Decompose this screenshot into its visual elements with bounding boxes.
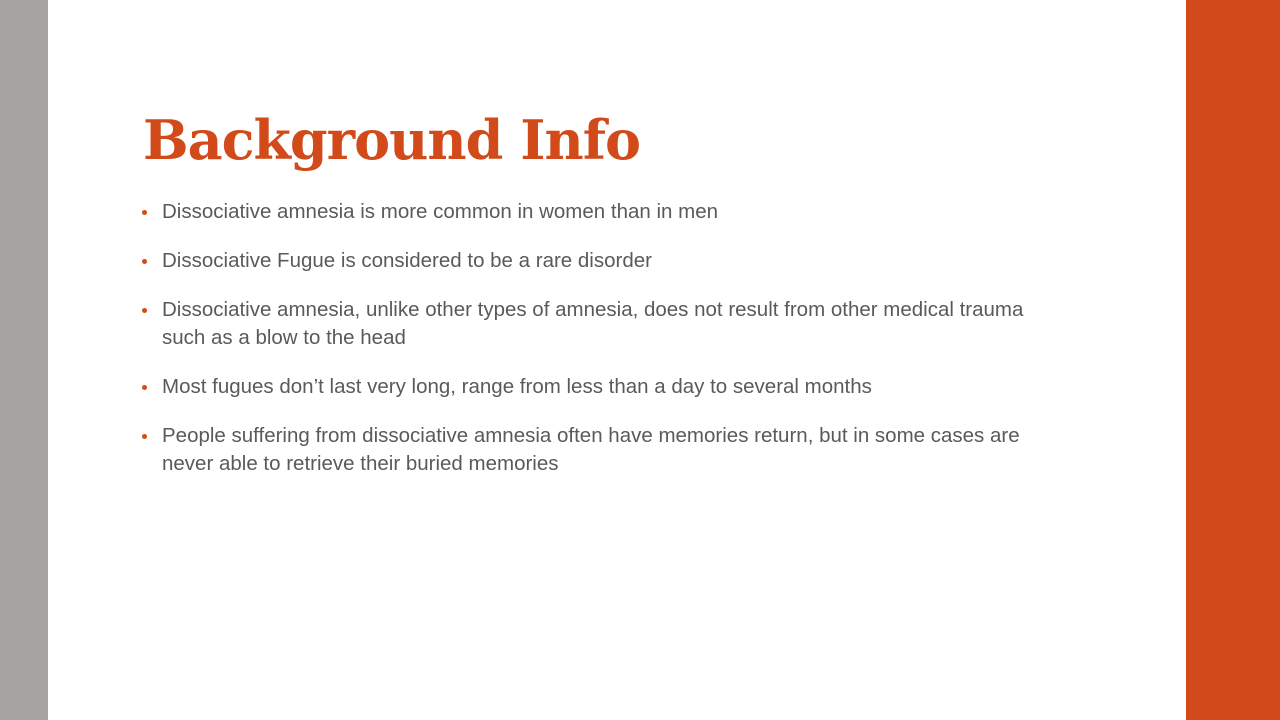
bullet-dot-icon [142,210,147,215]
bullet-text: Dissociative amnesia, unlike other types of amnesia, does not result from other medical trauma such as a blow to the head [162,298,1024,349]
bullet-text: People suffering from dissociative amnesia often have memories return, but in some cases are never able to retrieve their buried memories [162,424,1020,475]
bullet-text: Dissociative Fugue is considered to be a rare disorder [162,249,652,272]
left-accent-bar [0,0,48,720]
bullet-list [140,198,1040,499]
bullet-dot-icon [142,385,147,390]
bullet-item [140,296,1040,352]
bullet-dot-icon [142,434,147,439]
right-accent-bar [1186,0,1280,720]
bullet-text: Most fugues don’t last very long, range from less than a day to several months [162,375,872,398]
bullet-text: Dissociative amnesia is more common in women than in men [162,200,719,223]
bullet-item [140,373,1040,401]
bullet-item [140,247,1040,275]
bullet-dot-icon [142,259,147,264]
slide-title: Background Info [143,108,640,172]
bullet-item [140,198,1040,226]
bullet-item [140,422,1040,478]
bullet-dot-icon [142,308,147,313]
